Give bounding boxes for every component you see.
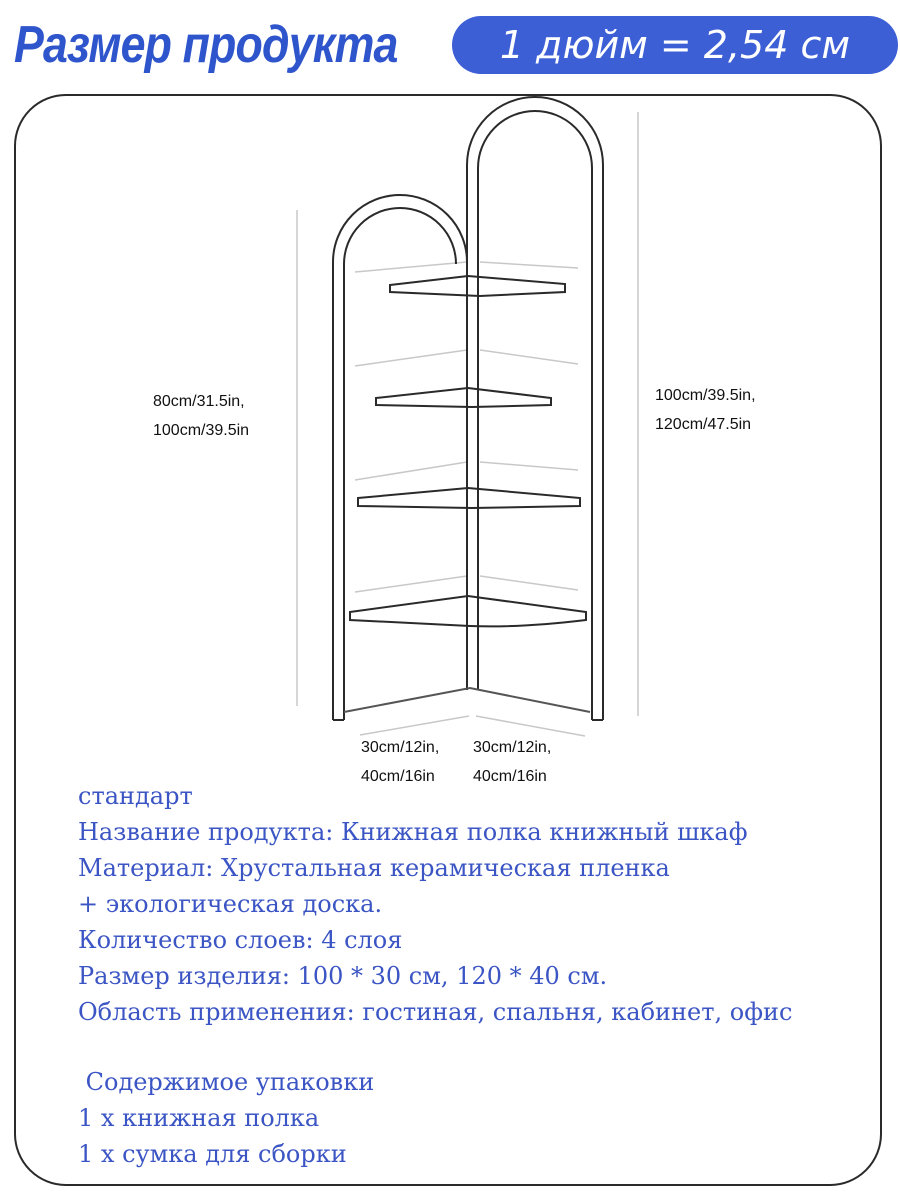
right-depth-label: 30cm/12in, 40cm/16in bbox=[473, 739, 552, 785]
page-title: Размер продукта bbox=[14, 16, 398, 74]
spec-line: Размер изделия: 100 * 30 см, 120 * 40 см. bbox=[78, 962, 608, 990]
unit-conversion-badge: 1 дюйм = 2,54 см bbox=[452, 16, 898, 74]
package-item: 1 x сумка для сборки bbox=[78, 1140, 347, 1168]
shelf-3 bbox=[358, 488, 580, 508]
spec-line: Название продукта: Книжная полка книжный шкаф bbox=[78, 818, 748, 846]
spec-line: стандарт bbox=[78, 782, 193, 810]
shelf-2 bbox=[376, 388, 551, 407]
spec-line: + экологическая доска. bbox=[78, 890, 383, 918]
package-item: 1 x книжная полка bbox=[78, 1104, 320, 1132]
spec-line: Количество слоев: 4 слоя bbox=[78, 926, 403, 954]
package-heading: Содержимое упаковки bbox=[78, 1068, 375, 1096]
spec-line: Материал: Хрустальная керамическая пленка bbox=[78, 854, 670, 882]
left-height-label: 80cm/31.5in, 100cm/39.5in bbox=[153, 393, 250, 439]
package-contents bbox=[78, 1064, 374, 1172]
right-arch-inner bbox=[478, 111, 592, 720]
left-depth-label: 30cm/12in, 40cm/16in bbox=[361, 739, 440, 785]
right-height-label: 100cm/39.5in, 120cm/47.5in bbox=[655, 387, 756, 433]
product-specs bbox=[78, 778, 792, 1030]
left-arch-outer bbox=[333, 195, 467, 720]
spec-line: Область применения: гостиная, спальня, кабинет, офис bbox=[78, 998, 793, 1026]
